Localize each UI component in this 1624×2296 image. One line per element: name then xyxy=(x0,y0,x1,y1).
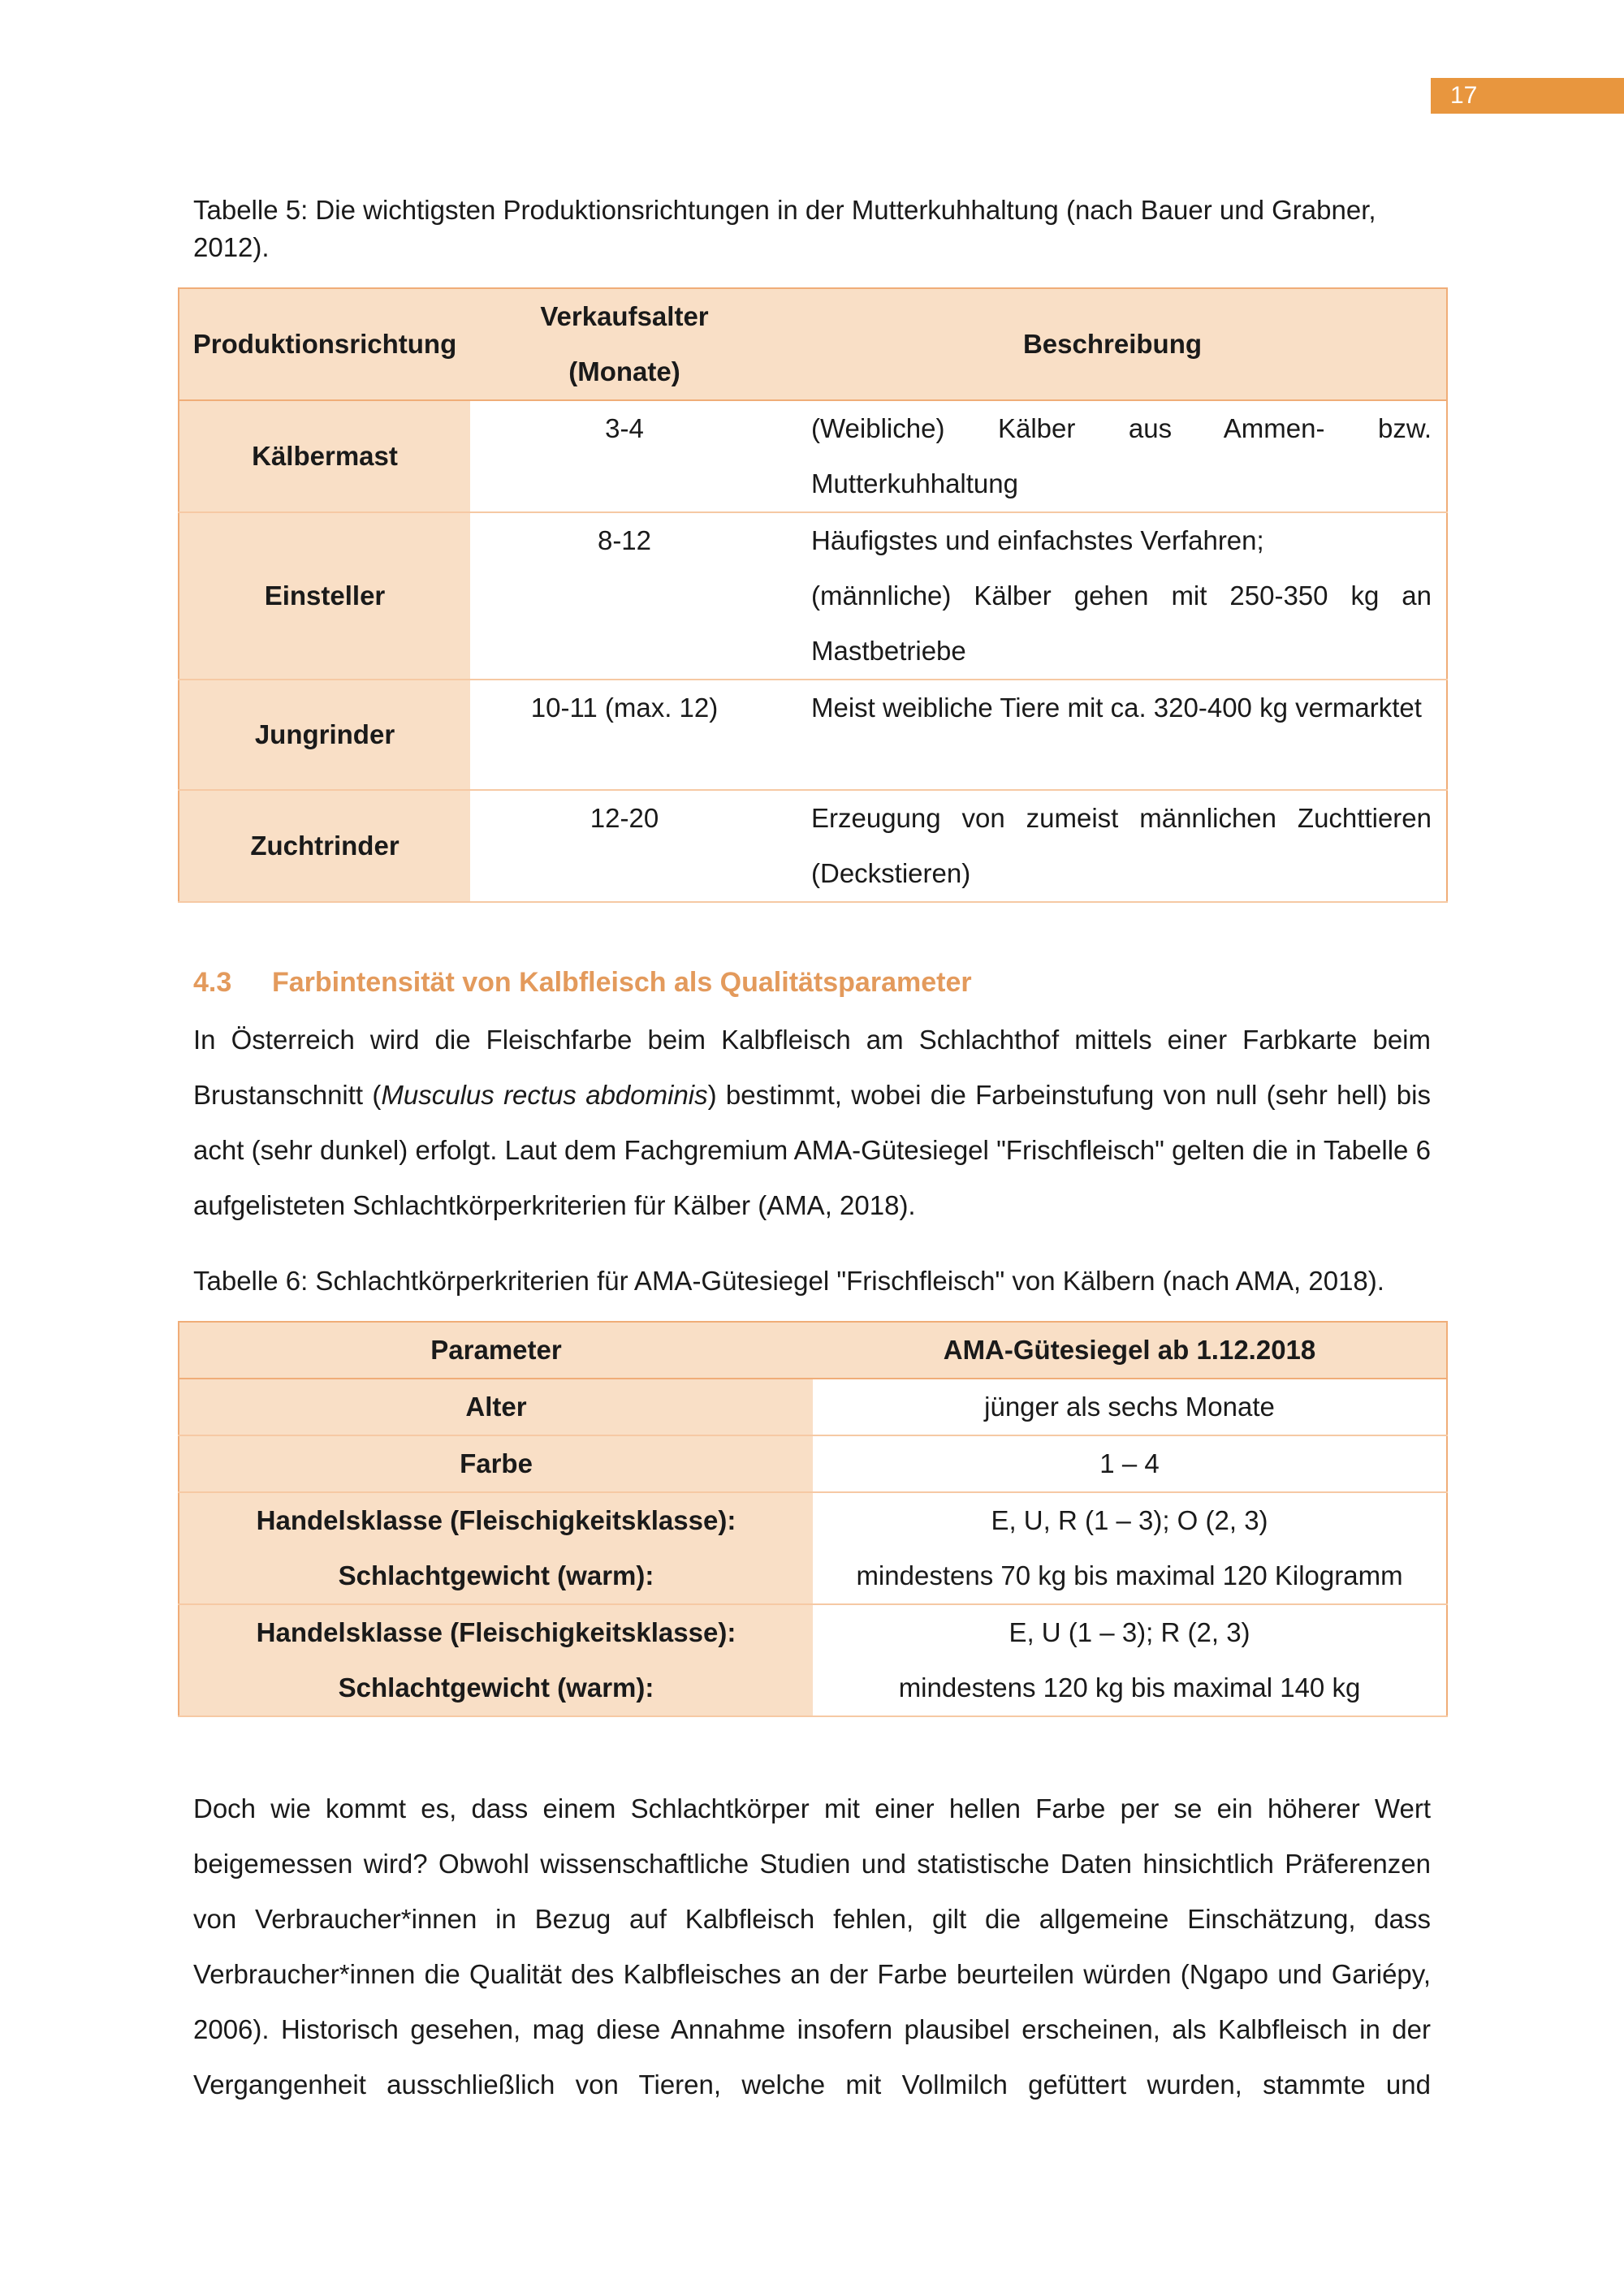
table6-row-value xyxy=(813,1492,1447,1604)
table6-row-parameter-line1: Handelsklasse (Fleischigkeitsklasse): xyxy=(256,1617,736,1647)
table-row xyxy=(179,1604,1447,1716)
paragraph-1-part2: ) bestimmt, wobei die Farbeinstufung von null (sehr hell) bis acht (sehr dunkel) erfolgt. Laut dem Fachgremium AMA-Gütesiegel "Frischfleisch" gelten die in Tabelle 6 aufgelisteten Schlachtkörperkriterien für Kälber (AMA, 2018). xyxy=(193,1080,1431,1220)
table5-header-production: Produktionsrichtung xyxy=(192,329,457,359)
table5-row-name: Zuchtrinder xyxy=(179,790,470,902)
table6-row-value-line1: E, U (1 – 3); R (2, 3) xyxy=(1009,1617,1250,1647)
table6-row-parameter-line2: Schlachtgewicht (warm): xyxy=(338,1560,654,1590)
table6-row-parameter xyxy=(179,1492,813,1604)
table5-row-age: 12-20 xyxy=(590,803,659,833)
table-row xyxy=(179,1492,1447,1604)
table5-header-age xyxy=(470,288,779,400)
table5-header-age-line1: Verkaufsalter xyxy=(540,301,709,331)
paragraph-1 xyxy=(193,1012,1431,1233)
paragraph-2: Doch wie kommt es, dass einem Schlachtkörper mit einer hellen Farbe per se ein höherer Wert beigemessen wird? Obwohl wissenschaftliche Studien und statistische Daten hinsichtlich Präferenzen von Verbraucher*innen in Bezug auf Kalbfleisch fehlen, gilt die allgemeine Einschätzung, dass Verbraucher*innen die Qualität des Kalbfleisches an der Farbe beurteilen würden (Ngapo und Gariépy, 2006). Historisch gesehen, mag diese Annahme insofern plausibel erscheinen, als Kalbfleisch in der Vergangenheit ausschließlich von Tieren, welche mit Vollmilch gefüttert wurden, stammte und xyxy=(193,1793,1431,2100)
table6-row-value-line1: E, U, R (1 – 3); O (2, 3) xyxy=(991,1505,1268,1535)
table5-row-name: Kälbermast xyxy=(179,400,470,512)
table6-row-parameter-line1: Handelsklasse (Fleischigkeitsklasse): xyxy=(256,1505,736,1535)
table5-row-description: Meist weibliche Tiere mit ca. 320-400 kg vermarktet xyxy=(811,693,1422,723)
table5-row-description: (Weibliche) Kälber aus Ammen- bzw. Mutterkuhhaltung xyxy=(811,413,1432,498)
table6-row-parameter xyxy=(179,1604,813,1716)
table6-row-value: jünger als sechs Monate xyxy=(984,1392,1275,1422)
table-row xyxy=(179,1379,1447,1435)
table6-header-row xyxy=(179,1322,1447,1379)
table6-row-value-line2: mindestens 120 kg bis maximal 140 kg xyxy=(898,1672,1361,1703)
table6-caption: Tabelle 6: Schlachtkörperkriterien für AMA-Gütesiegel "Frischfleisch" von Kälbern (nach AMA, 2018). xyxy=(193,1266,1384,1296)
table-row xyxy=(179,400,1447,512)
table5-header-age-line2: (Monate) xyxy=(568,356,680,386)
table5 xyxy=(178,287,1448,903)
table6 xyxy=(178,1321,1448,1717)
table5-row-age: 3-4 xyxy=(605,413,644,443)
paragraph-1-italic: Musculus rectus abdominis xyxy=(381,1080,708,1110)
table6-row-value-line2: mindestens 70 kg bis maximal 120 Kilogramm xyxy=(856,1560,1403,1590)
table-row xyxy=(179,1435,1447,1492)
table5-row-age: 8-12 xyxy=(597,525,652,555)
table5-row-name: Jungrinder xyxy=(179,680,470,790)
paragraph-1-part1: In Österreich wird die Fleischfarbe beim Kalbfleisch am Schlachthof mittels einer Farbkarte beim Brustanschnitt ( xyxy=(193,1025,1431,1110)
table6-row-parameter-line2: Schlachtgewicht (warm): xyxy=(338,1672,654,1703)
table6-row-value: 1 – 4 xyxy=(1099,1448,1160,1478)
table6-header-parameter: Parameter xyxy=(430,1335,562,1365)
table5-header-row xyxy=(179,288,1447,400)
table6-row-parameter: Farbe xyxy=(179,1435,813,1492)
section-heading xyxy=(193,962,972,1003)
table5-row-description xyxy=(779,512,1447,680)
table5-row-name: Einsteller xyxy=(179,512,470,680)
table5-caption: Tabelle 5: Die wichtigsten Produktionsrichtungen in der Mutterkuhhaltung (nach Bauer und Grabner, 2012). xyxy=(193,195,1376,262)
section-number: 4.3 xyxy=(193,967,232,998)
table5-row-description-rest: (männliche) Kälber gehen mit 250-350 kg an Mastbetriebe xyxy=(811,580,1432,666)
table5-row-description: Erzeugung von zumeist männlichen Zuchttieren (Deckstieren) xyxy=(811,803,1432,888)
section-title: Farbintensität von Kalbfleisch als Qualitätsparameter xyxy=(272,967,972,998)
page-number: 17 xyxy=(1431,78,1624,114)
table-row xyxy=(179,512,1447,680)
table6-header-value: AMA-Gütesiegel ab 1.12.2018 xyxy=(943,1335,1316,1365)
table-row xyxy=(179,790,1447,902)
table6-row-value xyxy=(813,1604,1447,1716)
table-row xyxy=(179,680,1447,790)
table6-row-parameter: Alter xyxy=(179,1379,813,1435)
table5-row-description-line1: Häufigstes und einfachstes Verfahren; xyxy=(811,525,1264,555)
table5-header-description: Beschreibung xyxy=(1022,329,1203,359)
table5-row-age: 10-11 (max. 12) xyxy=(530,693,719,723)
